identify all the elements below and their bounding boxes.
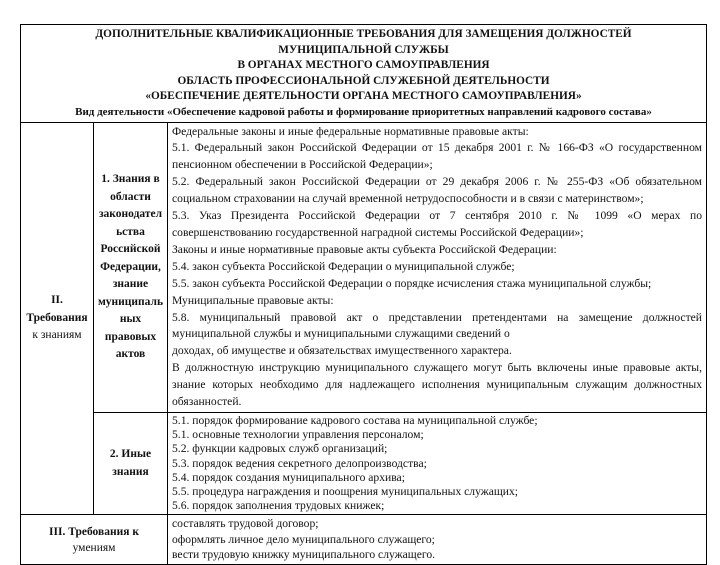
content-line: 5.2. Федеральный закон Российской Федерации от 29 декабря 2006 г. № 255-ФЗ «Об обязательном — [172, 175, 702, 189]
requirements-table — [20, 24, 707, 565]
title-line: В ОРГАНАХ МЕСТНОГО САМОУПРАВЛЕНИЯ — [237, 59, 490, 72]
label-line: умениям — [72, 541, 116, 554]
content-line: 5.1. порядок формирование кадрового состава на муниципальной службе; — [172, 413, 538, 427]
content-line: пенсионном обеспечении в Российской Федерации»; — [172, 158, 433, 172]
content-line: 5.4. закон субъекта Российской Федерации о муниципальной службе; — [172, 259, 515, 273]
label-line: знание — [112, 278, 149, 291]
label-line: Российской — [100, 243, 161, 256]
content-line: 5.6. порядок заполнения трудовых книжек; — [172, 499, 385, 513]
label-line: знания — [112, 465, 149, 478]
content-line: 5.8. муниципальный правовой акт о представлении претендентами на замещение должностей — [172, 310, 702, 324]
content-line: доходах, об имуществе и обязательствах имущественного характера. — [172, 344, 512, 358]
other-knowledge-content — [168, 412, 707, 514]
content-line: 5.3. Указ Президента Российской Федерации от 7 сентября 2010 г. № 1099 «О мерах по — [172, 209, 702, 223]
knowledge-section-label — [21, 122, 94, 515]
label-line: законодател — [98, 208, 163, 221]
content-line: Федеральные законы и иные федеральные нормативные правовые акты: — [172, 124, 529, 138]
content-line: вести трудовую книжку муниципального служащего. — [172, 548, 436, 562]
content-line: оформлять личное дело муниципального служащего; — [172, 532, 435, 546]
label-line: актов — [115, 348, 146, 361]
label-line: ьства — [116, 225, 145, 238]
title-line: ОБЛАСТЬ ПРОФЕССИОНАЛЬНОЙ СЛУЖЕБНОЙ ДЕЯТЕЛЬНОСТИ — [177, 74, 550, 87]
title-line: ДОПОЛНИТЕЛЬНЫЕ КВАЛИФИКАЦИОННЫЕ ТРЕБОВАНИЯ ДЛЯ ЗАМЕЩЕНИЯ ДОЛЖНОСТЕЙ — [95, 28, 632, 40]
content-line: социальном страховании на случай временной нетрудоспособности и в связи с материнством»; — [172, 192, 644, 206]
label-line: ных — [119, 313, 142, 326]
content-line: обязанностей. — [172, 395, 242, 409]
content-line: 5.5. закон субъекта Российской Федерации о порядке исчисления стажа муниципальной службы; — [172, 276, 652, 290]
content-line: знание которых необходимо для надлежащего исполнения муниципальным служащим должностных — [172, 378, 702, 392]
label-line: 2. Иные — [109, 448, 152, 461]
title-line: «ОБЕСПЕЧЕНИЕ ДЕЯТЕЛЬНОСТИ ОРГАНА МЕСТНОГО САМОУПРАВЛЕНИЯ» — [145, 90, 582, 103]
content-line: 5.5. процедура награждения и поощрения муниципальных служащих; — [172, 484, 519, 498]
label-line: к знаниям — [32, 329, 82, 342]
legal-knowledge-content — [168, 122, 707, 412]
content-line: Муниципальные правовые акты: — [172, 293, 334, 307]
content-line: 5.1. Федеральный закон Российской Федерации от 15 декабря 2001 г. № 166-ФЗ «О государственном — [172, 141, 702, 155]
label-line: III. Требования к — [49, 525, 139, 538]
title-line: МУНИЦИПАЛЬНОЙ СЛУЖБЫ — [278, 43, 449, 56]
label-line: Требования — [26, 311, 88, 324]
label-line: правовых — [104, 330, 157, 343]
content-line: Законы и иные нормативные правовые акты субъекта Российской Федерации: — [172, 242, 557, 256]
content-line: В должностную инструкцию муниципального служащего могут быть включены иные правовые акты, — [172, 361, 702, 375]
activity-subtitle: Вид деятельности «Обеспечение кадровой работы и формирование приоритетных направлений кадрового состава» — [75, 105, 652, 118]
other-knowledge-label — [94, 412, 168, 514]
content-line: совершенствованию государственной наградной системы Российской Федерации»; — [172, 226, 584, 239]
content-line: 5.1. основные технологии управления персоналом; — [172, 428, 424, 442]
label-line: II. — [51, 294, 63, 307]
label-line: Федерации, — [100, 260, 161, 273]
content-line: муниципальной службы и муниципальными служащими сведений о — [172, 327, 510, 341]
content-line: 5.4. порядок создания муниципального архива; — [172, 470, 405, 484]
content-line: составлять трудовой договор; — [172, 517, 319, 531]
legal-knowledge-label — [94, 122, 168, 412]
label-line: 1. Знания в — [101, 173, 160, 186]
content-line: 5.3. порядок ведения секретного делопроизводства; — [172, 456, 427, 470]
label-line: муниципаль — [97, 295, 164, 308]
table-header — [21, 25, 707, 123]
label-line: области — [110, 190, 151, 203]
content-line: 5.2. функции кадровых служб организаций; — [172, 442, 388, 456]
